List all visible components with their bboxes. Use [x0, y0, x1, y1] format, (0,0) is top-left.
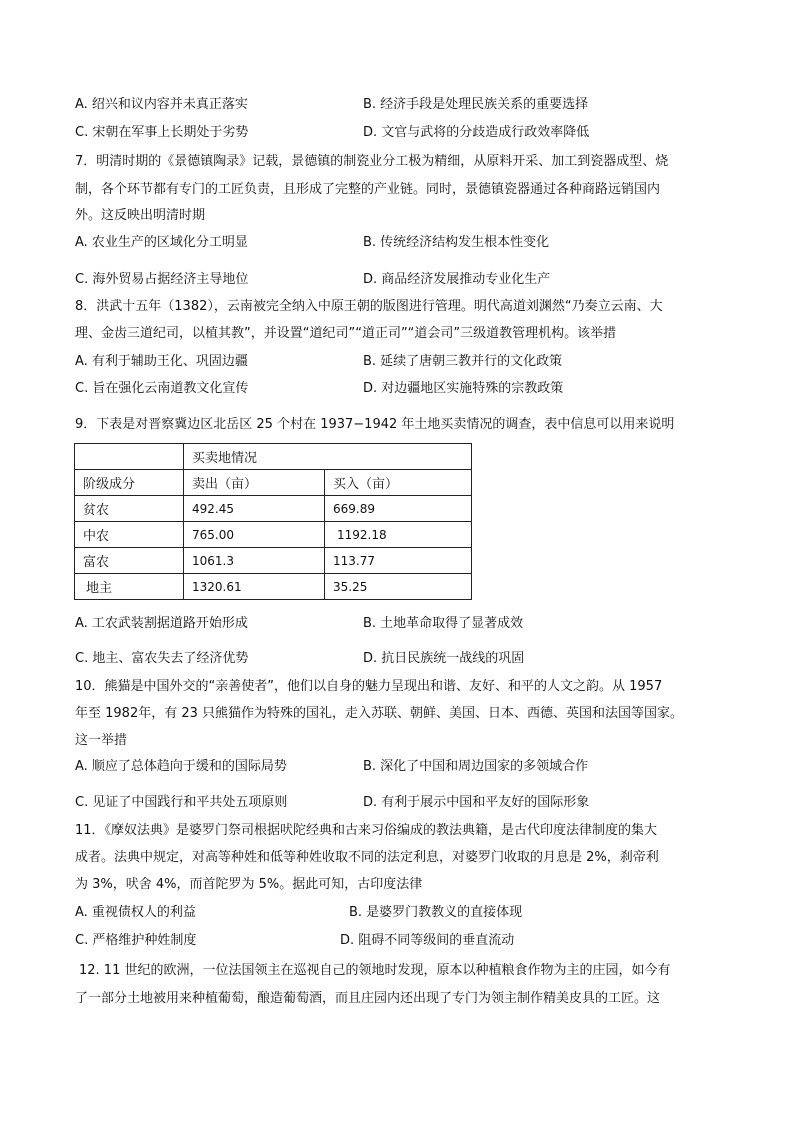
q6-option-b: B. 经济手段是处理民族关系的重要选择 — [363, 97, 589, 112]
land-trade-table — [74, 443, 472, 600]
row-bought: 1192.18 — [325, 522, 472, 548]
row-sold: 492.45 — [184, 496, 325, 522]
q12-stem-line: 12. 11 世纪的欧洲，一位法国领主在巡视自己的领地时发现，原本以种植粮食作物为主的庄园，如今有 — [79, 963, 671, 978]
table-row — [75, 548, 472, 574]
q8-stem-line: 8．洪武十五年（1382），云南被完全纳入中原王朝的版图进行管理。明代高道刘渊然“乃奏立云南、大 — [75, 299, 663, 314]
q10-option-d: D. 有利于展示中国和平友好的国际形象 — [363, 795, 590, 810]
q7-stem-line: 制，各个环节都有专门的工匠负责，且形成了完整的产业链。同时，景德镇瓷器通过各种商路远销国内 — [75, 182, 661, 197]
q7-stem-line: 7．明清时期的《景德镇陶录》记载，景德镇的制瓷业分工极为精细，从原料开采、加工到瓷器成型、烧 — [75, 154, 669, 169]
row-class: 富农 — [75, 548, 184, 574]
row-sold: 1061.3 — [184, 548, 325, 574]
q8-option-b: B. 延续了唐朝三教并行的文化政策 — [363, 354, 563, 369]
q11-option-d: D. 阻碍不同等级间的垂直流动 — [340, 933, 515, 948]
q11-stem-line: 11．《摩奴法典》是婆罗门祭司根据吠陀经典和古来习俗编成的教法典籍，是古代印度法律制度的集大 — [75, 823, 658, 838]
q7-stem-line: 外。这反映出明清时期 — [75, 208, 206, 223]
q12-stem-line: 了一部分土地被用来种植葡萄，酿造葡萄酒，而且庄园内还出现了专门为领主制作精美皮具的工匠。这 — [75, 991, 661, 1006]
q10-option-a: A. 顺应了总体趋向于缓和的国际局势 — [75, 759, 287, 774]
row-class: 中农 — [75, 522, 184, 548]
q10-stem-line: 10．熊猫是中国外交的“亲善使者”，他们以自身的魅力呈现出和谐、友好、和平的人文之韵。从 1957 — [75, 679, 663, 694]
q9-stem: 9．下表是对晋察冀边区北岳区 25 个村在 1937−1942 年土地买卖情况的调查，表中信息可以用来说明 — [75, 417, 675, 432]
q10-option-b: B. 深化了中国和周边国家的多领域合作 — [363, 759, 589, 774]
row-class: 贫农 — [75, 496, 184, 522]
table-row — [75, 574, 472, 600]
table-header-row — [75, 470, 472, 496]
q8-stem-line: 理、金齿三道纪司，以植其教”，并设置“道纪司”“道正司”“道会司”三级道教管理机构。该举措 — [75, 326, 617, 341]
q10-stem-line: 这一举措 — [75, 733, 128, 748]
column-header-class: 阶级成分 — [75, 470, 184, 496]
q8-option-a: A. 有利于辅助王化、巩固边疆 — [75, 354, 248, 369]
q11-option-b: B. 是婆罗门教教义的直接体现 — [349, 905, 523, 920]
table-corner-cell — [75, 444, 184, 470]
table-row — [75, 496, 472, 522]
q9-option-b: B. 土地革命取得了显著成效 — [363, 616, 524, 631]
q9-option-d: D. 抗日民族统一战线的巩固 — [363, 651, 525, 666]
q10-stem-line: 年至 1982年，有 23 只熊猫作为特殊的国礼，走入苏联、朝鲜、美国、日本、西德、英国和法国等国家。 — [75, 706, 684, 721]
q11-stem-line: 成者。法典中规定，对高等种姓和低等种姓收取不同的法定利息，对婆罗门收取的月息是 2%，刹帝利 — [75, 850, 659, 865]
row-bought: 669.89 — [325, 496, 472, 522]
column-header-sold: 卖出（亩） — [184, 470, 325, 496]
q9-option-a: A. 工农武装割据道路开始形成 — [75, 616, 248, 631]
q11-option-c: C. 严格维护种姓制度 — [75, 933, 197, 948]
q6-option-a: A. 绍兴和议内容并未真正落实 — [75, 97, 248, 112]
q6-option-c: C. 宋朝在军事上长期处于劣势 — [75, 125, 249, 140]
row-sold: 1320.61 — [184, 574, 325, 600]
q9-option-c: C. 地主、富农失去了经济优势 — [75, 651, 249, 666]
q7-option-b: B. 传统经济结构发生根本性变化 — [363, 235, 550, 250]
q10-option-c: C. 见证了中国践行和平共处五项原则 — [75, 795, 288, 810]
table-group-header: 买卖地情况 — [184, 444, 472, 470]
q11-option-a: A. 重视债权人的利益 — [75, 905, 196, 920]
row-bought: 113.77 — [325, 548, 472, 574]
q6-option-d: D. 文官与武将的分歧造成行政效率降低 — [363, 125, 590, 140]
row-sold: 765.00 — [184, 522, 325, 548]
table-row — [75, 522, 472, 548]
row-bought: 35.25 — [325, 574, 472, 600]
q7-option-a: A. 农业生产的区域化分工明显 — [75, 235, 248, 250]
table-header-row — [75, 444, 472, 470]
q7-option-d: D. 商品经济发展推动专业化生产 — [363, 272, 551, 287]
q8-option-c: C. 旨在强化云南道教文化宣传 — [75, 381, 249, 396]
row-class: 地主 — [75, 574, 184, 600]
q7-option-c: C. 海外贸易占据经济主导地位 — [75, 272, 249, 287]
q11-stem-line: 为 3%，吠舍 4%，而首陀罗为 5%。据此可知，古印度法律 — [75, 877, 423, 892]
column-header-bought: 买入（亩） — [325, 470, 472, 496]
q8-option-d: D. 对边疆地区实施特殊的宗教政策 — [363, 381, 564, 396]
